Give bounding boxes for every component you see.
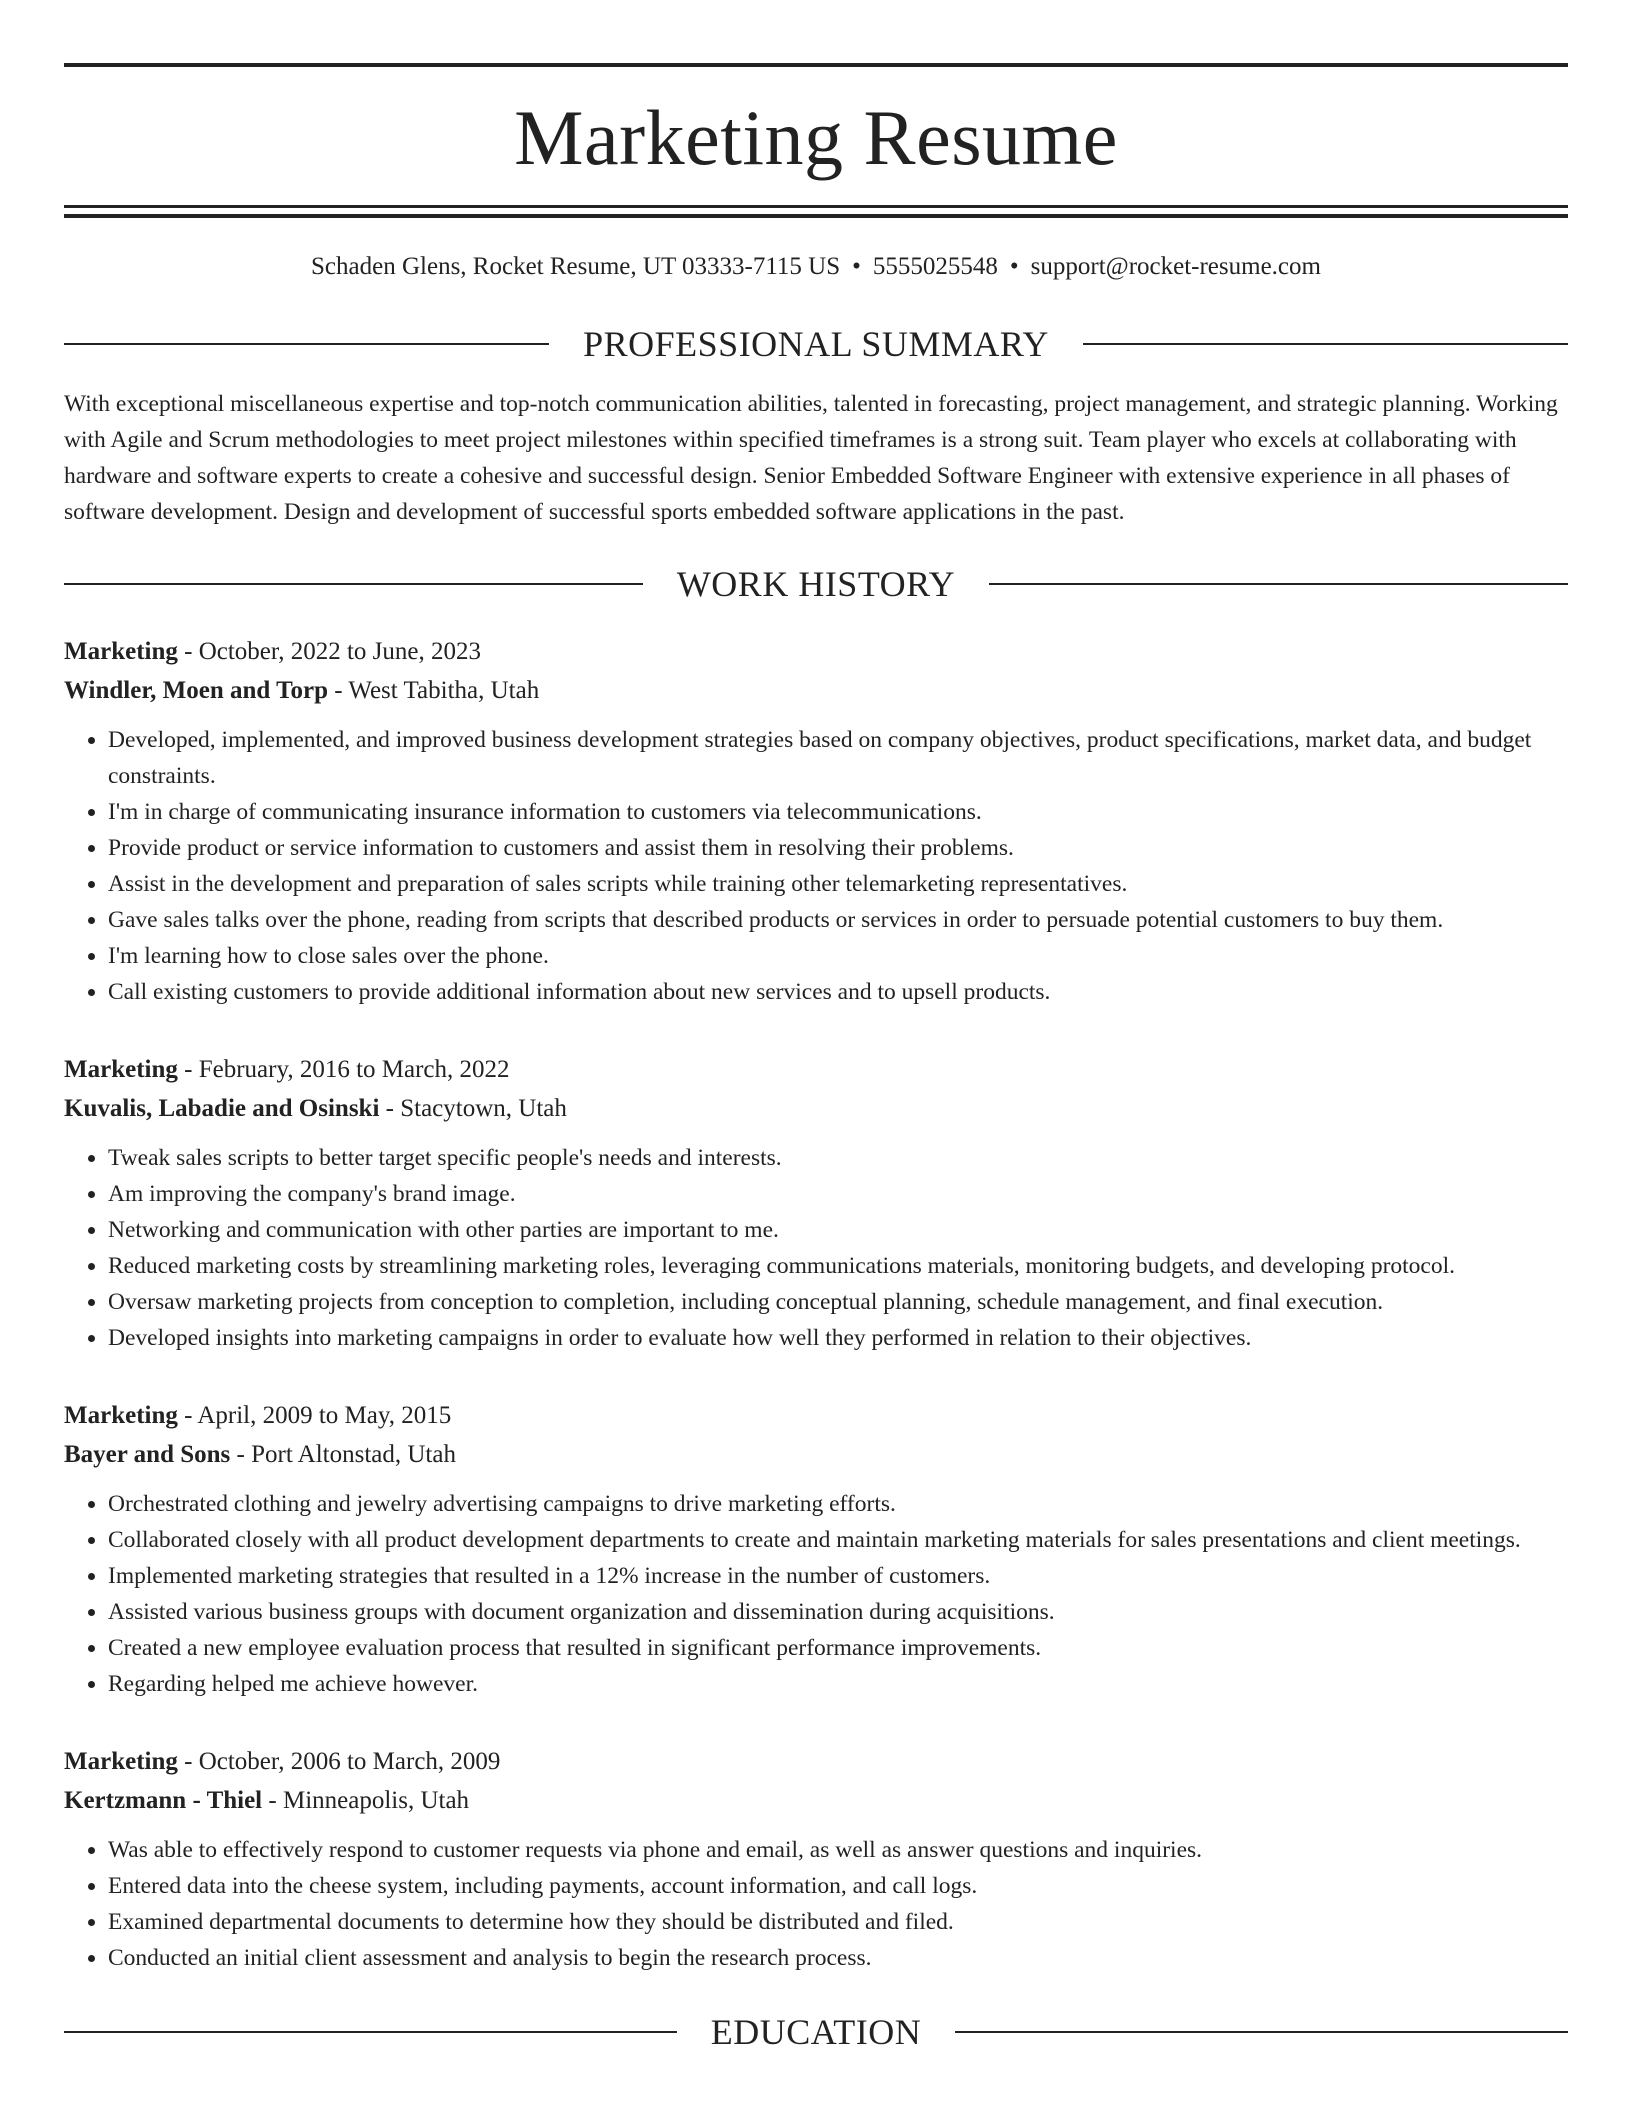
job-dash: - (230, 1441, 252, 1468)
heading-rule-left (64, 583, 643, 585)
list-item: • Implemented marketing strategies that resulted in a 12% increase in the number of customers. (108, 1558, 1568, 1594)
job-company: Kuvalis, Labadie and Osinski (64, 1095, 380, 1122)
job-company: Bayer and Sons (64, 1441, 231, 1468)
job-dates: October, 2006 to March, 2009 (198, 1748, 501, 1775)
summary-section-heading (64, 324, 1568, 364)
job-entry (64, 1396, 1568, 1702)
list-item: • Created a new employee evaluation process that resulted in significant performance improvements. (108, 1630, 1568, 1666)
heading-rule-right (955, 2031, 1568, 2033)
job-entry (64, 632, 1568, 1010)
list-item: • Examined departmental documents to determine how they should be distributed and filed. (108, 1904, 1568, 1940)
job-location: West Tabitha, Utah (348, 677, 540, 704)
job-company-line (64, 1781, 1568, 1820)
contact-line (64, 252, 1568, 282)
list-item: • Collaborated closely with all product development departments to create and maintain marketing materials for sales presentations and client meetings. (108, 1522, 1568, 1558)
heading-rule-left (64, 2031, 677, 2033)
list-item: • Entered data into the cheese system, including payments, account information, and call logs. (108, 1868, 1568, 1904)
list-item: • Assist in the development and preparation of sales scripts while training other telemarketing representatives. (108, 866, 1568, 902)
job-dates: April, 2009 to May, 2015 (197, 1402, 452, 1429)
list-item: • Oversaw marketing projects from conception to completion, including conceptual planning, schedule management, and final execution. (108, 1284, 1568, 1320)
job-title-line (64, 1742, 1568, 1781)
job-dash: - (177, 638, 199, 665)
job-title: Marketing (64, 638, 178, 665)
job-company-line (64, 1435, 1568, 1474)
list-item: • Tweak sales scripts to better target specific people's needs and interests. (108, 1140, 1568, 1176)
list-item: • Am improving the company's brand image. (108, 1176, 1568, 1212)
job-duties-list (64, 1486, 1568, 1702)
summary-text: With exceptional miscellaneous expertise and top-notch communication abilities, talented in forecasting, project management, and strategic planning. Working with Agile and Scrum methodologies to meet project milestones within specified timeframes is a strong suit. Team player who excels at collaborating with hardware and software experts to create a cohesive and successful design. Senior Embedded Software Engineer with extensive experience in all phases of software development. Design and development of successful sports embedded software applications in the past. (64, 391, 1558, 525)
job-title-line (64, 1396, 1568, 1435)
job-dash: - (327, 677, 349, 704)
education-section-heading (64, 2012, 1568, 2052)
list-item: • Conducted an initial client assessment and analysis to begin the research process. (108, 1940, 1568, 1976)
list-item: • Provide product or service information to customers and assist them in resolving their problems. (108, 830, 1568, 866)
work-section-heading (64, 564, 1568, 604)
job-title: Marketing (64, 1748, 178, 1775)
work-history-list (64, 632, 1568, 1976)
job-company: Kertzmann - Thiel (64, 1787, 263, 1814)
list-item: • Orchestrated clothing and jewelry advertising campaigns to drive marketing efforts. (108, 1486, 1568, 1522)
resume-title: Marketing Resume (514, 94, 1118, 181)
list-item: • Gave sales talks over the phone, reading from scripts that described products or services in order to persuade potential customers to buy them. (108, 902, 1568, 938)
job-location: Minneapolis, Utah (282, 1787, 470, 1814)
job-entry (64, 1742, 1568, 1976)
contact-separator: • (1009, 253, 1019, 280)
job-dates: October, 2022 to June, 2023 (198, 638, 481, 665)
job-duties-list (64, 722, 1568, 1010)
contact-address: Schaden Glens, Rocket Resume, UT 03333-7115 US (311, 253, 841, 280)
list-item: • Developed insights into marketing campaigns in order to evaluate how well they performed in relation to their objectives. (108, 1320, 1568, 1356)
job-duties-list (64, 1140, 1568, 1356)
job-dash: - (177, 1056, 199, 1083)
job-dash: - (262, 1787, 283, 1814)
job-company: Windler, Moen and Torp (64, 677, 328, 704)
list-item: • I'm in charge of communicating insurance information to customers via telecommunications. (108, 794, 1568, 830)
contact-phone: 5555025548 (872, 253, 998, 280)
job-dash: - (177, 1402, 198, 1429)
job-title: Marketing (64, 1402, 178, 1429)
list-item: • Assisted various business groups with document organization and dissemination during acquisitions. (108, 1594, 1568, 1630)
list-item: • I'm learning how to close sales over the phone. (108, 938, 1568, 974)
job-title-line (64, 632, 1568, 671)
list-item: • Regarding helped me achieve however. (108, 1666, 1568, 1702)
education-heading-label: EDUCATION (710, 2012, 922, 2052)
contact-separator: • (852, 253, 861, 280)
summary-heading-label: PROFESSIONAL SUMMARY (583, 324, 1049, 364)
list-item: • Reduced marketing costs by streamlining marketing roles, leveraging communications materials, monitoring budgets, and developing protocol. (108, 1248, 1568, 1284)
job-entry (64, 1050, 1568, 1356)
job-duties-list (64, 1832, 1568, 1976)
job-dates: February, 2016 to March, 2022 (198, 1056, 510, 1083)
job-title: Marketing (64, 1056, 178, 1083)
job-company-line (64, 1089, 1568, 1128)
heading-rule-right (989, 583, 1568, 585)
job-location: Port Altonstad, Utah (251, 1441, 456, 1468)
job-dash: - (379, 1095, 401, 1122)
job-dash: - (177, 1748, 199, 1775)
list-item: • Networking and communication with other parties are important to me. (108, 1212, 1568, 1248)
title-double-divider (64, 205, 1568, 218)
list-item: • Call existing customers to provide additional information about new services and to upsell products. (108, 974, 1568, 1010)
heading-rule-left (64, 343, 549, 345)
list-item: • Was able to effectively respond to customer requests via phone and email, as well as answer questions and inquiries. (108, 1832, 1568, 1868)
job-company-line (64, 671, 1568, 710)
resume-page (64, 0, 1568, 2052)
list-item: • Developed, implemented, and improved business development strategies based on company objectives, product specifications, market data, and budget constraints. (108, 722, 1568, 794)
heading-rule-right (1083, 343, 1568, 345)
contact-email: support@rocket-resume.com (1030, 253, 1321, 280)
job-title-line (64, 1050, 1568, 1089)
job-location: Stacytown, Utah (400, 1095, 567, 1122)
work-heading-label: WORK HISTORY (676, 564, 956, 604)
top-divider (64, 63, 1568, 67)
